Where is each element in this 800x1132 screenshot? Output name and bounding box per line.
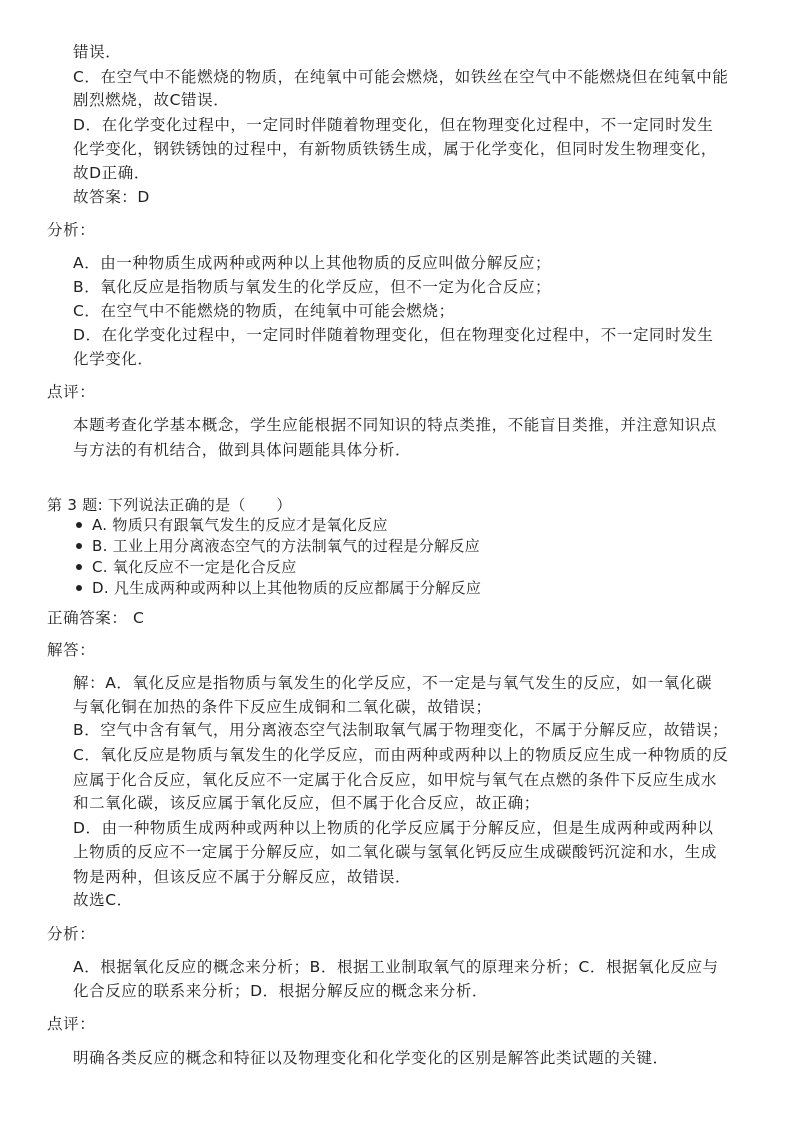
text-line: D．在化学变化过程中，一定同时伴随着物理变化，但在物理变化过程中，不一定同时发生 bbox=[73, 326, 714, 344]
text-line: 上物质的反应不一定属于分解反应，如二氧化碳与氢氧化钙反应生成碳酸钙沉淀和水，生成 bbox=[73, 843, 718, 861]
bullet-icon bbox=[76, 585, 82, 591]
text-line: 物是两种，但该反应不属于分解反应，故错误． bbox=[73, 868, 412, 886]
text-line: 错误． bbox=[73, 43, 122, 61]
text-line: A．由一种物质生成两种或两种以上其他物质的反应叫做分解反应； bbox=[73, 254, 552, 272]
option-c: C. 氧化反应不一定是化合反应 bbox=[92, 558, 297, 576]
text-line: 解：A．氧化反应是指物质与氧发生的化学反应，不一定是与氧气发生的反应，如一氧化碳 bbox=[73, 674, 713, 692]
text-line: 化学变化，钢铁锈蚀的过程中，有新物质铁锈生成，属于化学变化，但同时发生物理变化， bbox=[73, 140, 718, 158]
text-line: B．空气中含有氧气，用分离液态空气法制取氧气属于物理变化，不属于分解反应，故错误； bbox=[73, 721, 729, 739]
section-label: 分析： bbox=[47, 925, 96, 943]
section-label: 点评： bbox=[47, 383, 96, 401]
text-line: 和二氧化碳，该反应属于氧化反应，但不属于化合反应，故正确； bbox=[73, 794, 540, 812]
bullet-icon bbox=[76, 522, 82, 528]
bullet-icon bbox=[76, 543, 82, 549]
text-line: C．在空气中不能燃烧的物质，在纯氧中可能会燃烧； bbox=[73, 302, 455, 320]
section-label: 分析： bbox=[47, 221, 96, 239]
text-line: 故答案：D bbox=[73, 188, 150, 206]
option-b: B. 工业上用分离液态空气的方法制氧气的过程是分解反应 bbox=[92, 537, 480, 555]
text-line: 与氧化铜在加热的条件下反应生成铜和二氧化碳，故错误； bbox=[73, 698, 492, 716]
text-line: A．根据氧化反应的概念来分析；B．根据工业制取氧气的原理来分析；C．根据氧化反应与 bbox=[73, 958, 719, 976]
bullet-icon bbox=[76, 564, 82, 570]
section-label: 点评： bbox=[47, 1015, 96, 1033]
question-title: 第 3 题: 下列说法正确的是（ ） bbox=[47, 496, 292, 514]
text-line: C．在空气中不能燃烧的物质，在纯氧中可能会燃烧，如铁丝在空气中不能燃烧但在纯氧中能 bbox=[73, 68, 729, 86]
option-a: A. 物质只有跟氧气发生的反应才是氧化反应 bbox=[92, 516, 388, 534]
text-line: 应属于化合反应，氧化反应不一定属于化合反应，如甲烷与氧气在点燃的条件下反应生成水 bbox=[73, 771, 718, 789]
text-line: 与方法的有机结合，做到具体问题能具体分析． bbox=[73, 441, 412, 459]
text-line: C．氧化反应是物质与氧发生的化学反应，而由两种或两种以上的物质反应生成一种物质的反 bbox=[73, 746, 729, 764]
text-line: 故D正确． bbox=[73, 164, 150, 182]
text-line: D．由一种物质生成两种或两种以上物质的化学反应属于分解反应，但是生成两种或两种以 bbox=[73, 819, 714, 837]
text-line: B．氧化反应是指物质与氧发生的化学反应，但不一定为化合反应； bbox=[73, 278, 552, 296]
text-line: 明确各类反应的概念和特征以及物理变化和化学变化的区别是解答此类试题的关键． bbox=[73, 1049, 669, 1067]
text-line: 本题考查化学基本概念，学生应能根据不同知识的特点类推，不能盲目类推，并注意知识点 bbox=[73, 416, 718, 434]
correct-answer: 正确答案： C bbox=[47, 609, 145, 627]
text-line: 化学变化． bbox=[73, 350, 154, 368]
section-label: 解答： bbox=[47, 641, 96, 659]
text-line: 剧烈燃烧，故C错误． bbox=[73, 91, 230, 109]
text-line: 故选C． bbox=[73, 891, 133, 909]
text-line: 化合反应的联系来分析；D．根据分解反应的概念来分析． bbox=[73, 982, 489, 1000]
option-d: D. 凡生成两种或两种以上其他物质的反应都属于分解反应 bbox=[92, 579, 482, 597]
text-line: D．在化学变化过程中，一定同时伴随着物理变化，但在物理变化过程中，不一定同时发生 bbox=[73, 116, 714, 134]
